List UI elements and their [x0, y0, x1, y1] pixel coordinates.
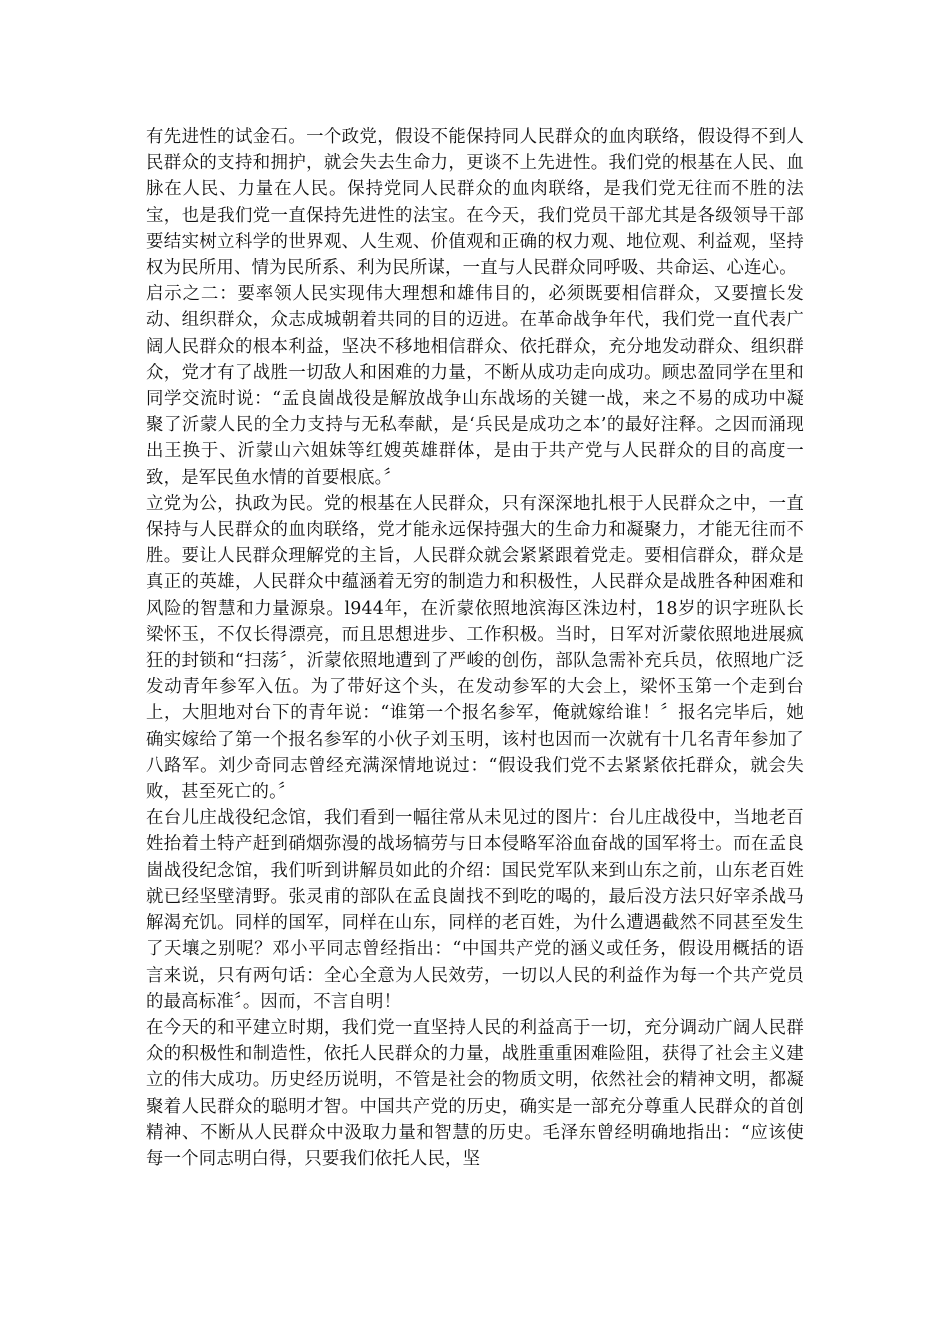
paragraph-5: 在今天的和平建立时期，我们党一直坚持人民的利益高于一切，充分调动广阔人民群众的积极性和制造性，依托人民群众的力量，战胜重重困难险阻，获得了社会主义建立的伟大成功。历史经历说明，不管是社会的物质文明，依然社会的精神文明，都凝聚着人民群众的聪明才智。中国共产党的历史，确实是一部充分尊重人民群众的首创精神、不断从人民群众中汲取力量和智慧的历史。毛泽东曾经明确地指出：“应该使每一个同志明白得，只要我们依托人民，坚 [146, 1017, 804, 1169]
document-body [146, 124, 804, 1172]
paragraph-4: 在台儿庄战役纪念馆，我们看到一幅往常从未见过的图片：台儿庄战役中，当地老百姓抬着土特产赶到硝烟弥漫的战场犒劳与日本侵略军浴血奋战的国军将士。而在孟良崮战役纪念馆，我们听到讲解员如此的介绍：国民党军队来到山东之前，山东老百姓就已经坚壁清野。张灵甫的部队在孟良崮找不到吃的喝的，最后没方法只好宰杀战马解渴充饥。同样的国军，同样在山东，同样的老百姓，为什么遭遇截然不同甚至发生了天壤之别呢？邓小平同志曾经指出：“中国共产党的涵义或任务，假设用概括的语言来说，只有两句话：全心全意为人民效劳，一切以人民的利益作为每一个共产党员的最高标准〞。因而，不言自明！ [146, 808, 804, 1012]
paragraph-3: 立党为公，执政为民。党的根基在人民群众，只有深深地扎根于人民群众之中，一直保持与人民群众的血肉联络，党才能永远保持强大的生命力和凝聚力，才能无往而不胜。要让人民群众理解党的主旨，人民群众就会紧紧跟着党走。要相信群众，群众是真正的英雄，人民群众中蕴涵着无穷的制造力和积极性，人民群众是战胜各种困难和风险的智慧和力量源泉。l944年，在沂蒙依照地滨海区洙边村，18岁的识字班队长梁怀玉，不仅长得漂亮，而且思想进步、工作积极。当时，日军对沂蒙依照地进展疯狂的封锁和“扫荡〞，沂蒙依照地遭到了严峻的创伤，部队急需补充兵员，依照地广泛发动青年参军入伍。为了带好这个头，在发动参军的大会上，梁怀玉第一个走到台上，大胆地对台下的青年说：“谁第一个报名参军，俺就嫁给谁！〞报名完毕后，她确实嫁给了第一个报名参军的小伙子刘玉明，该村也因而一次就有十几名青年参加了八路军。刘少奇同志曾经充满深情地说过：“假设我们党不去紧紧依托群众，就会失败，甚至死亡的。〞 [146, 493, 804, 803]
paragraph-1: 有先进性的试金石。一个政党，假设不能保持同人民群众的血肉联络，假设得不到人民群众的支持和拥护，就会失去生命力，更谈不上先进性。我们党的根基在人民、血脉在人民、力量在人民。保持党同人民群众的血肉联络，是我们党无往而不胜的法宝，也是我们党一直保持先进性的法宝。在今天，我们党员干部尤其是各级领导干部要结实树立科学的世界观、人生观、价值观和正确的权力观、地位观、利益观，坚持权为民所用、情为民所系、利为民所谋，一直与人民群众同呼吸、共命运、心连心。 [146, 127, 804, 279]
paragraph-2: 启示之二：要率领人民实现伟大理想和雄伟目的，必须既要相信群众，又要擅长发动、组织群众，众志成城朝着共同的目的迈进。在革命战争年代，我们党一直代表广阔人民群众的根本利益，坚决不移地相信群众、依托群众，充分地发动群众、组织群众，党才有了战胜一切敌人和困难的力量，不断从成功走向成功。顾忠盈同学在里和同学交流时说：“孟良崮战役是解放战争山东战场的关键一战，来之不易的成功中凝聚了沂蒙人民的全力支持与无私奉献，是‘兵民是成功之本’的最好注释。之因而涌现出王换于、沂蒙山六姐妹等红嫂英雄群体，是由于共产党与人民群众的目的高度一致，是军民鱼水情的首要根底。〞 [146, 284, 804, 488]
